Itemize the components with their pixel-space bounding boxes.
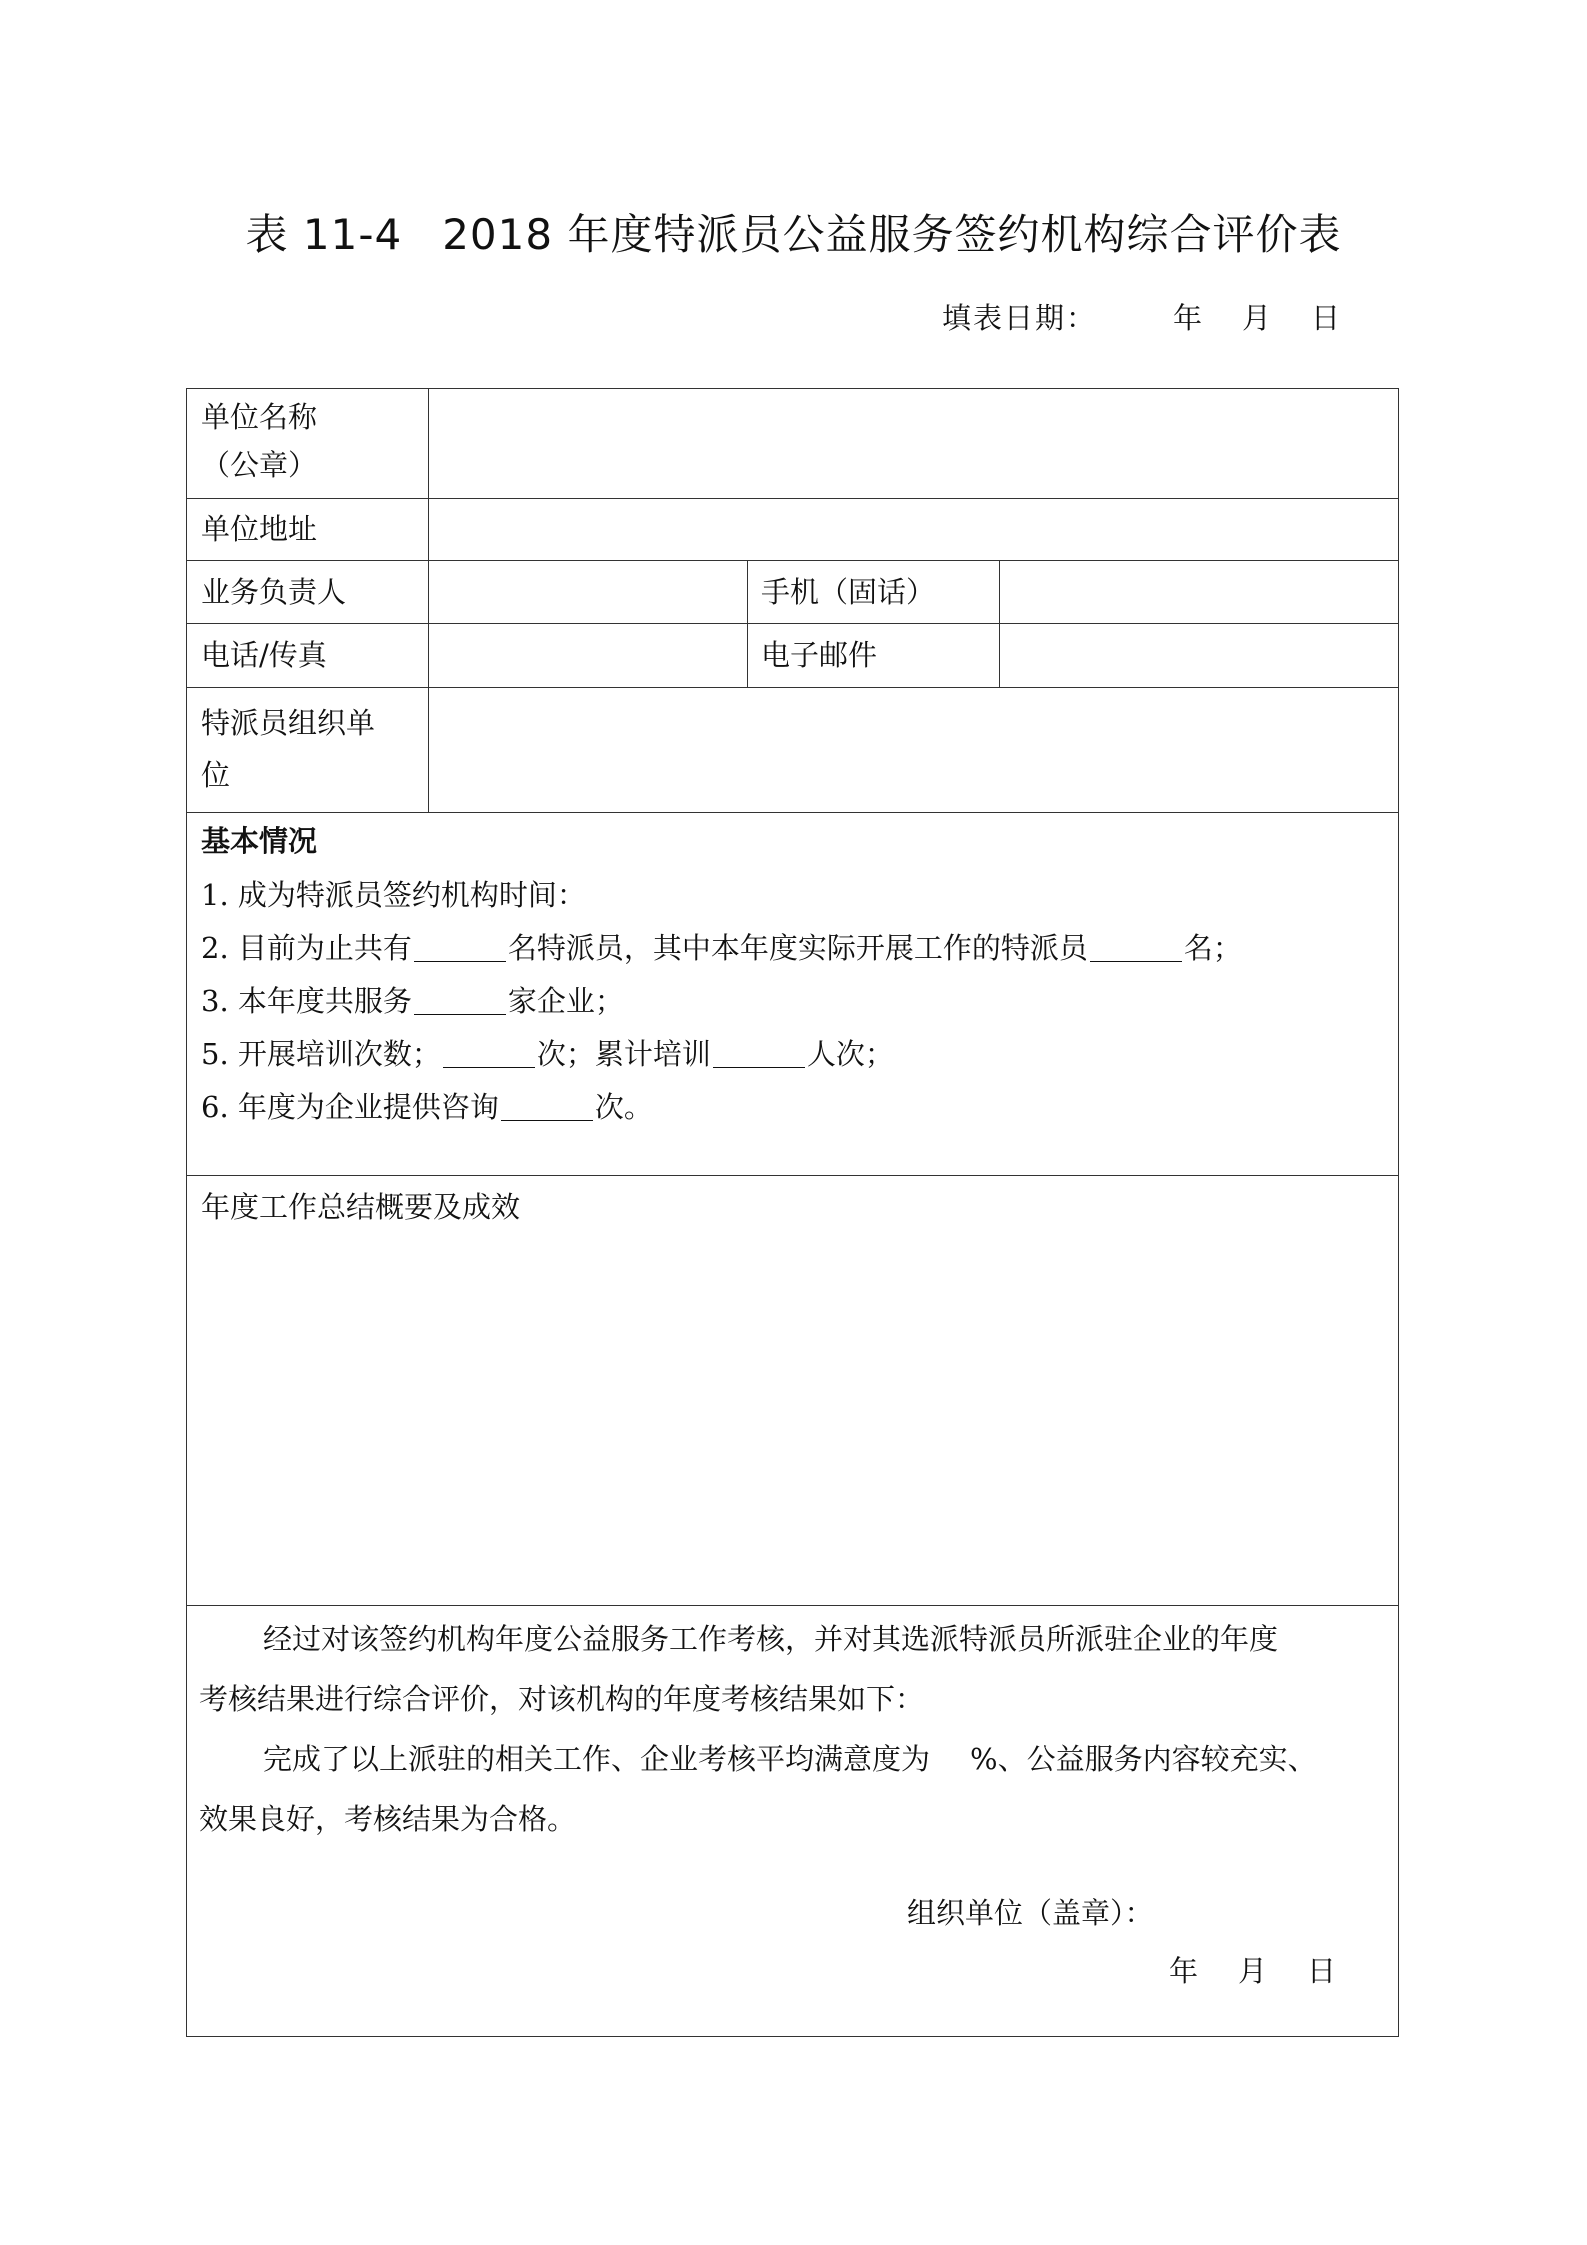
column-divider bbox=[999, 560, 1000, 687]
phone-fax-field[interactable] bbox=[437, 623, 737, 687]
specialist-count-blank[interactable] bbox=[414, 931, 506, 962]
title-text: 2018 年度特派员公益服务签约机构综合评价表 bbox=[442, 210, 1342, 259]
unit-name-label: 单位名称 （公章） bbox=[201, 400, 318, 482]
basic-item-6: 6. 年度为企业提供咨询 次。 bbox=[201, 1090, 653, 1124]
summary-heading: 年度工作总结概要及成效 bbox=[201, 1190, 521, 1224]
email-label: 电子邮件 bbox=[761, 638, 878, 672]
business-lead-field[interactable] bbox=[437, 560, 737, 623]
org-unit-label: 特派员组织单 位 bbox=[201, 706, 376, 792]
fill-date-label: 填表日期： bbox=[941, 301, 1097, 335]
evaluation-date-year: 年 bbox=[1169, 1954, 1201, 1988]
evaluation-line-3: 完成了以上派驻的相关工作、企业考核平均满意度为 %、公益服务内容较充实、 bbox=[263, 1742, 1317, 1776]
unit-name-field[interactable] bbox=[437, 389, 1387, 498]
org-unit-field[interactable] bbox=[437, 687, 1387, 812]
row-divider bbox=[187, 812, 1398, 813]
active-specialist-blank[interactable] bbox=[1090, 931, 1182, 962]
page-title bbox=[0, 202, 1587, 262]
fill-date-day: 日 bbox=[1310, 301, 1342, 335]
basic-item-1: 1. 成为特派员签约机构时间： bbox=[201, 878, 586, 912]
basic-item-2: 2. 目前为止共有 名特派员，其中本年度实际开展工作的特派员 名； bbox=[201, 931, 1242, 965]
summary-field[interactable] bbox=[197, 1239, 1387, 1599]
unit-address-label: 单位地址 bbox=[201, 512, 318, 546]
evaluation-line-2: 考核结果进行综合评价，对该机构的年度考核结果如下： bbox=[199, 1682, 925, 1716]
column-divider bbox=[747, 560, 748, 687]
table-code: 表 11-4 bbox=[245, 210, 403, 259]
column-divider bbox=[428, 389, 429, 812]
email-field[interactable] bbox=[1007, 623, 1392, 687]
unit-address-field[interactable] bbox=[437, 498, 1387, 560]
evaluation-date-month: 月 bbox=[1238, 1954, 1270, 1988]
phone-fax-label: 电话/传真 bbox=[201, 638, 327, 672]
row-divider bbox=[187, 1175, 1398, 1176]
fill-date-month: 月 bbox=[1241, 301, 1273, 335]
org-seal-label: 组织单位（盖章）： bbox=[907, 1896, 1154, 1930]
trainee-count-blank[interactable] bbox=[713, 1037, 805, 1068]
enterprise-count-blank[interactable] bbox=[414, 984, 506, 1015]
fill-date-line bbox=[942, 296, 1342, 337]
basic-info-heading: 基本情况 bbox=[201, 824, 318, 858]
fill-date-year: 年 bbox=[1172, 301, 1204, 335]
evaluation-date bbox=[1169, 1947, 1338, 1995]
mobile-field[interactable] bbox=[1007, 560, 1392, 623]
evaluation-date-day: 日 bbox=[1307, 1954, 1339, 1988]
training-count-blank[interactable] bbox=[443, 1037, 535, 1068]
mobile-label: 手机（固话） bbox=[761, 575, 936, 609]
business-lead-label: 业务负责人 bbox=[201, 575, 347, 609]
basic-item-5: 5. 开展培训次数； 次；累计培训 人次； bbox=[201, 1037, 894, 1071]
evaluation-line-4: 效果良好，考核结果为合格。 bbox=[199, 1802, 577, 1836]
evaluation-form-table bbox=[186, 388, 1399, 2037]
evaluation-line-1: 经过对该签约机构年度公益服务工作考核，并对其选派特派员所派驻企业的年度 bbox=[263, 1622, 1279, 1656]
basic-item-3: 3. 本年度共服务 家企业； bbox=[201, 984, 624, 1018]
consult-count-blank[interactable] bbox=[501, 1090, 593, 1121]
row-divider bbox=[187, 1605, 1398, 1606]
